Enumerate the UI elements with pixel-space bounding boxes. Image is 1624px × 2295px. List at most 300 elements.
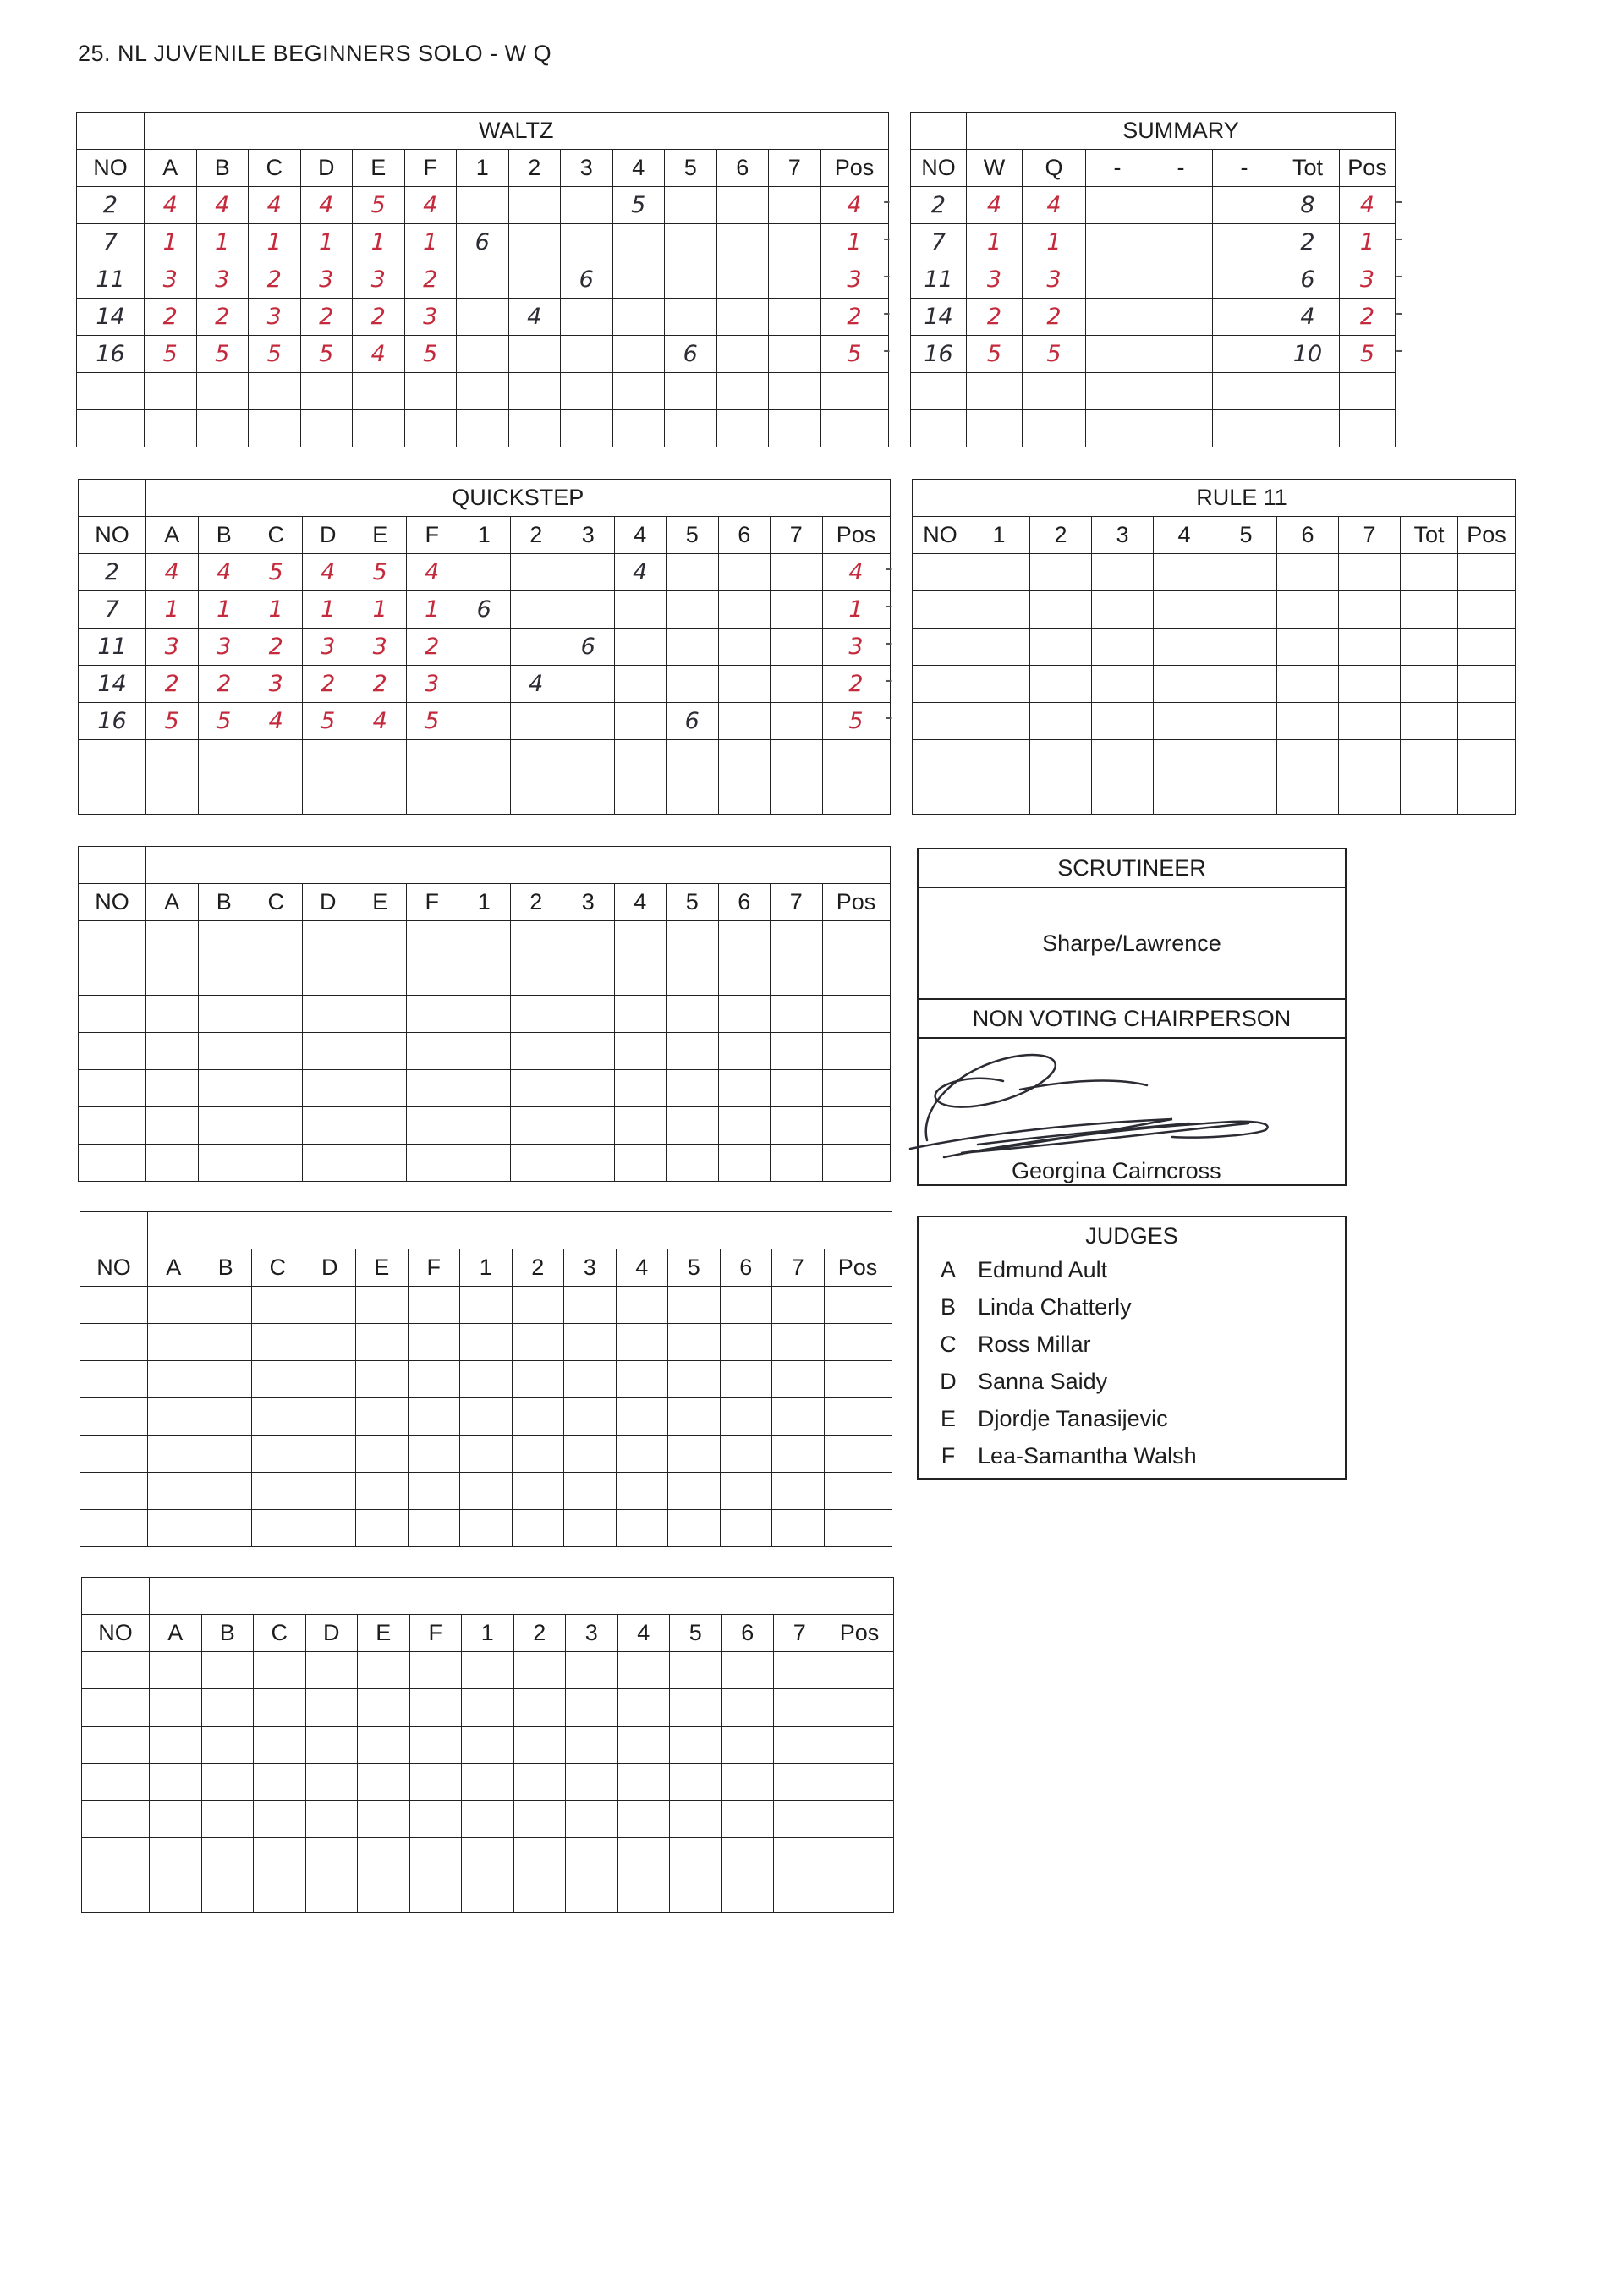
score-cell — [458, 777, 511, 815]
score-cell — [409, 1764, 462, 1801]
score-cell — [508, 410, 561, 447]
column-header: 2 — [1030, 517, 1092, 554]
score-cell — [406, 1145, 458, 1182]
column-header: Pos — [1340, 150, 1396, 187]
score-cell — [200, 1473, 252, 1510]
score-cell — [667, 996, 719, 1033]
score-cell: 4 — [1023, 187, 1086, 224]
judge-letter: A — [940, 1257, 956, 1282]
score-cell — [510, 703, 562, 740]
score-cell — [80, 1473, 148, 1510]
score-cell — [967, 373, 1023, 410]
table-row — [82, 1801, 894, 1838]
score-cell — [457, 336, 509, 373]
score-cell — [252, 1324, 304, 1361]
score-cell — [667, 1070, 719, 1107]
score-cell — [460, 1361, 513, 1398]
score-cell — [614, 1145, 667, 1182]
score-cell — [612, 299, 665, 336]
score-cell: 4 — [196, 187, 249, 224]
score-cell — [512, 1287, 564, 1324]
score-cell — [718, 1033, 771, 1070]
column-header: 6 — [720, 1249, 772, 1287]
score-cell — [460, 1287, 513, 1324]
score-cell: 2 — [354, 666, 407, 703]
score-cell: 2 — [967, 299, 1023, 336]
score-cell: 16 — [79, 703, 146, 740]
scrutineer-name: Sharpe/Lawrence — [919, 888, 1345, 1000]
score-cell: 3 — [967, 261, 1023, 299]
score-cell — [304, 1473, 356, 1510]
score-cell: 5 — [302, 703, 354, 740]
score-cell — [460, 1510, 513, 1547]
score-cell — [913, 703, 968, 740]
score-cell: 5 — [300, 336, 353, 373]
score-cell: 4 — [967, 187, 1023, 224]
score-cell — [566, 1689, 618, 1727]
score-cell — [668, 1510, 721, 1547]
score-cell — [1277, 740, 1339, 777]
score-cell — [720, 1287, 772, 1324]
score-cell: 6 — [561, 261, 613, 299]
table-row — [79, 629, 891, 666]
score-cell — [721, 1801, 774, 1838]
score-cell — [1149, 373, 1213, 410]
score-cell — [200, 1436, 252, 1473]
score-cell — [510, 1070, 562, 1107]
column-header: Pos — [822, 884, 890, 921]
score-cell — [305, 1838, 358, 1875]
score-cell — [774, 1689, 826, 1727]
score-cell — [1023, 410, 1086, 447]
score-cell — [1154, 777, 1215, 815]
score-cell — [1092, 777, 1154, 815]
score-cell: 3 — [196, 261, 249, 299]
table-row — [77, 224, 889, 261]
score-cell — [457, 187, 509, 224]
score-cell: 1 — [146, 591, 199, 629]
score-cell — [617, 1727, 670, 1764]
score-cell — [356, 1287, 409, 1324]
score-cell — [150, 1764, 202, 1801]
column-header: 1 — [457, 150, 509, 187]
chairperson-heading: NON VOTING CHAIRPERSON — [919, 1000, 1345, 1039]
score-cell — [250, 1107, 303, 1145]
blank-table-2-title — [148, 1212, 892, 1249]
score-cell — [1086, 373, 1149, 410]
column-header: 4 — [616, 1249, 668, 1287]
score-cell — [458, 629, 511, 666]
column-header: D — [305, 1615, 358, 1652]
score-cell — [824, 1398, 892, 1436]
score-cell — [822, 1145, 890, 1182]
score-cell — [561, 224, 613, 261]
check-mark: - — [1396, 188, 1403, 213]
check-mark: - — [885, 555, 892, 580]
score-cell — [614, 740, 667, 777]
column-header: B — [198, 884, 250, 921]
judge-letter: B — [940, 1294, 956, 1320]
score-cell — [769, 224, 821, 261]
score-cell — [305, 1875, 358, 1913]
column-header: Pos — [1458, 517, 1516, 554]
score-cell — [824, 1436, 892, 1473]
score-cell — [510, 777, 562, 815]
column-header: Q — [1023, 150, 1086, 187]
column-header: NO — [911, 150, 967, 187]
score-cell — [1215, 591, 1277, 629]
score-cell — [968, 777, 1030, 815]
score-cell — [358, 1764, 410, 1801]
score-cell — [146, 921, 199, 958]
score-cell: 5 — [249, 336, 301, 373]
score-cell — [510, 1145, 562, 1182]
score-cell — [1154, 629, 1215, 666]
score-cell — [772, 1361, 825, 1398]
table-row — [911, 299, 1396, 336]
table-row — [82, 1875, 894, 1913]
column-header: Pos — [822, 517, 890, 554]
column-header: C — [254, 1615, 306, 1652]
score-cell: 5 — [406, 703, 458, 740]
score-cell: 2 — [404, 261, 457, 299]
score-cell — [822, 1033, 890, 1070]
score-cell: 2 — [1023, 299, 1086, 336]
score-cell — [614, 1107, 667, 1145]
score-cell — [1215, 554, 1277, 591]
column-header: Pos — [826, 1615, 893, 1652]
column-header: NO — [80, 1249, 148, 1287]
score-cell — [668, 1398, 721, 1436]
table-row — [913, 591, 1516, 629]
score-cell — [718, 703, 771, 740]
score-cell: 2 — [302, 666, 354, 703]
score-cell — [913, 740, 968, 777]
score-cell — [201, 1764, 254, 1801]
score-cell — [720, 1510, 772, 1547]
score-cell — [408, 1510, 460, 1547]
score-cell — [150, 1875, 202, 1913]
score-cell — [356, 1473, 409, 1510]
score-cell — [561, 299, 613, 336]
column-header: C — [250, 884, 303, 921]
column-header: 6 — [1277, 517, 1339, 554]
score-cell — [1458, 740, 1516, 777]
check-mark: - — [1396, 262, 1403, 288]
score-cell — [1401, 740, 1458, 777]
score-cell — [822, 958, 890, 996]
waltz-table — [76, 112, 889, 447]
table-row — [79, 1145, 891, 1182]
score-cell — [968, 554, 1030, 591]
score-cell — [771, 703, 823, 740]
check-mark: - — [885, 592, 892, 618]
score-cell — [822, 921, 890, 958]
table-row — [77, 410, 889, 447]
score-cell: 3 — [300, 261, 353, 299]
score-cell — [667, 1107, 719, 1145]
score-cell — [667, 958, 719, 996]
table-row — [913, 629, 1516, 666]
score-cell: 4 — [614, 554, 667, 591]
judge-name: Linda Chatterly — [978, 1294, 1132, 1320]
column-header: 6 — [718, 517, 771, 554]
score-cell — [716, 299, 769, 336]
score-cell — [774, 1801, 826, 1838]
score-cell — [148, 1473, 200, 1510]
score-cell — [562, 1145, 615, 1182]
column-header: Pos — [820, 150, 888, 187]
column-header: F — [409, 1615, 462, 1652]
score-cell — [510, 591, 562, 629]
score-cell — [1458, 666, 1516, 703]
score-cell — [353, 373, 405, 410]
judge-item — [919, 1363, 1345, 1400]
score-cell — [198, 921, 250, 958]
column-header: - — [1149, 150, 1213, 187]
score-cell: 5 — [198, 703, 250, 740]
score-cell: 5 — [1023, 336, 1086, 373]
blank-table-2 — [80, 1211, 892, 1547]
score-cell — [1030, 591, 1092, 629]
score-cell — [77, 373, 145, 410]
score-cell — [353, 410, 405, 447]
score-cell: 2 — [77, 187, 145, 224]
quickstep-table — [78, 479, 891, 815]
score-cell — [1215, 703, 1277, 740]
score-cell — [718, 740, 771, 777]
table-row — [79, 591, 891, 629]
score-cell — [826, 1801, 893, 1838]
column-header: 2 — [510, 517, 562, 554]
score-cell — [252, 1287, 304, 1324]
table-row — [79, 958, 891, 996]
table-row — [911, 261, 1396, 299]
judge-item — [919, 1326, 1345, 1363]
column-header: A — [150, 1615, 202, 1652]
score-cell — [150, 1689, 202, 1727]
column-header: C — [249, 150, 301, 187]
score-cell — [1339, 629, 1401, 666]
score-cell: 3 — [1340, 261, 1396, 299]
score-cell — [718, 554, 771, 591]
judges-heading: JUDGES — [1085, 1223, 1178, 1249]
score-cell — [668, 1436, 721, 1473]
score-cell — [720, 1324, 772, 1361]
score-cell — [406, 1033, 458, 1070]
score-cell: 3 — [302, 629, 354, 666]
score-cell — [198, 777, 250, 815]
score-cell — [82, 1838, 150, 1875]
table-row — [79, 1107, 891, 1145]
score-cell — [564, 1287, 617, 1324]
score-cell — [200, 1510, 252, 1547]
score-cell — [561, 336, 613, 373]
score-cell — [1154, 740, 1215, 777]
score-cell — [198, 740, 250, 777]
score-cell — [82, 1801, 150, 1838]
column-header: F — [406, 884, 458, 921]
score-cell — [304, 1361, 356, 1398]
score-cell — [82, 1875, 150, 1913]
blank-table-1-title — [146, 847, 891, 884]
score-cell — [670, 1875, 722, 1913]
score-cell — [462, 1689, 514, 1727]
table-row — [79, 777, 891, 815]
score-cell — [1401, 629, 1458, 666]
score-cell: 11 — [911, 261, 967, 299]
summary-table-title: SUMMARY — [967, 113, 1396, 150]
score-cell — [562, 703, 615, 740]
score-cell: 1 — [300, 224, 353, 261]
score-cell — [201, 1875, 254, 1913]
check-mark: - — [885, 667, 892, 692]
score-cell — [513, 1652, 566, 1689]
rule11-table-title: RULE 11 — [968, 480, 1516, 517]
score-cell — [824, 1287, 892, 1324]
score-cell: 4 — [820, 187, 888, 224]
score-cell — [562, 1070, 615, 1107]
score-cell — [354, 1033, 407, 1070]
score-cell — [1215, 666, 1277, 703]
score-cell: 3 — [1023, 261, 1086, 299]
score-cell — [1023, 373, 1086, 410]
score-cell — [614, 1070, 667, 1107]
column-header: NO — [79, 517, 146, 554]
score-cell — [772, 1287, 825, 1324]
table-row — [80, 1398, 892, 1436]
score-cell — [968, 666, 1030, 703]
score-cell — [146, 1070, 199, 1107]
score-cell — [913, 591, 968, 629]
score-cell — [252, 1510, 304, 1547]
table-row — [79, 703, 891, 740]
score-cell — [772, 1324, 825, 1361]
score-cell — [913, 666, 968, 703]
table-row — [80, 1436, 892, 1473]
score-cell — [1086, 261, 1149, 299]
score-cell — [824, 1324, 892, 1361]
score-cell — [1277, 777, 1339, 815]
column-header: 1 — [460, 1249, 513, 1287]
score-cell — [354, 958, 407, 996]
score-cell — [300, 373, 353, 410]
column-header: 7 — [771, 884, 823, 921]
score-cell — [148, 1436, 200, 1473]
rule11-table — [912, 479, 1516, 815]
score-cell — [82, 1727, 150, 1764]
score-cell — [774, 1764, 826, 1801]
score-cell — [911, 373, 967, 410]
score-cell: 2 — [822, 666, 890, 703]
column-header: C — [250, 517, 303, 554]
score-cell: 5 — [145, 336, 197, 373]
score-cell — [612, 224, 665, 261]
score-cell — [404, 410, 457, 447]
score-cell — [771, 1145, 823, 1182]
score-cell — [566, 1838, 618, 1875]
score-cell — [562, 740, 615, 777]
score-cell — [305, 1801, 358, 1838]
judges-panel — [917, 1216, 1347, 1480]
column-header: NO — [77, 150, 145, 187]
column-header: Tot — [1401, 517, 1458, 554]
score-cell — [457, 373, 509, 410]
score-cell — [458, 1033, 511, 1070]
score-cell — [822, 996, 890, 1033]
score-cell: 4 — [1276, 299, 1340, 336]
score-cell — [249, 373, 301, 410]
score-cell — [512, 1436, 564, 1473]
score-cell — [250, 1033, 303, 1070]
score-cell: 16 — [911, 336, 967, 373]
score-cell: 5 — [820, 336, 888, 373]
score-cell — [1339, 777, 1401, 815]
column-header: A — [146, 517, 199, 554]
score-cell — [80, 1398, 148, 1436]
column-header: 2 — [510, 884, 562, 921]
column-header: NO — [913, 517, 968, 554]
score-cell — [198, 1107, 250, 1145]
score-cell — [146, 1145, 199, 1182]
score-cell — [254, 1801, 306, 1838]
score-cell — [302, 921, 354, 958]
score-cell — [772, 1510, 825, 1547]
score-cell — [1030, 629, 1092, 666]
score-cell — [1213, 373, 1276, 410]
table-row — [77, 373, 889, 410]
score-cell: 2 — [196, 299, 249, 336]
score-cell — [721, 1838, 774, 1875]
score-cell — [826, 1764, 893, 1801]
column-header: 2 — [513, 1615, 566, 1652]
score-cell — [562, 554, 615, 591]
score-cell — [79, 958, 146, 996]
check-mark: - — [883, 188, 891, 213]
table-row — [79, 554, 891, 591]
score-cell — [1154, 703, 1215, 740]
score-cell — [1149, 336, 1213, 373]
score-cell: 2 — [145, 299, 197, 336]
column-header: 3 — [562, 884, 615, 921]
column-header: 7 — [769, 150, 821, 187]
column-header: 7 — [774, 1615, 826, 1652]
score-cell — [718, 629, 771, 666]
score-cell — [614, 777, 667, 815]
score-cell — [774, 1652, 826, 1689]
column-header: E — [354, 884, 407, 921]
score-cell — [968, 703, 1030, 740]
score-cell — [512, 1473, 564, 1510]
score-cell — [148, 1324, 200, 1361]
score-cell — [458, 666, 511, 703]
score-cell — [80, 1510, 148, 1547]
score-cell — [826, 1875, 893, 1913]
score-cell — [252, 1361, 304, 1398]
score-cell — [1092, 591, 1154, 629]
score-cell — [667, 554, 719, 591]
column-header: 4 — [617, 1615, 670, 1652]
column-header: 5 — [1215, 517, 1277, 554]
score-cell — [254, 1689, 306, 1727]
score-cell — [718, 666, 771, 703]
score-cell — [80, 1324, 148, 1361]
judge-name: Djordje Tanasijevic — [978, 1406, 1168, 1431]
score-cell — [771, 921, 823, 958]
column-header: E — [356, 1249, 409, 1287]
score-cell: 5 — [146, 703, 199, 740]
score-cell — [771, 1107, 823, 1145]
